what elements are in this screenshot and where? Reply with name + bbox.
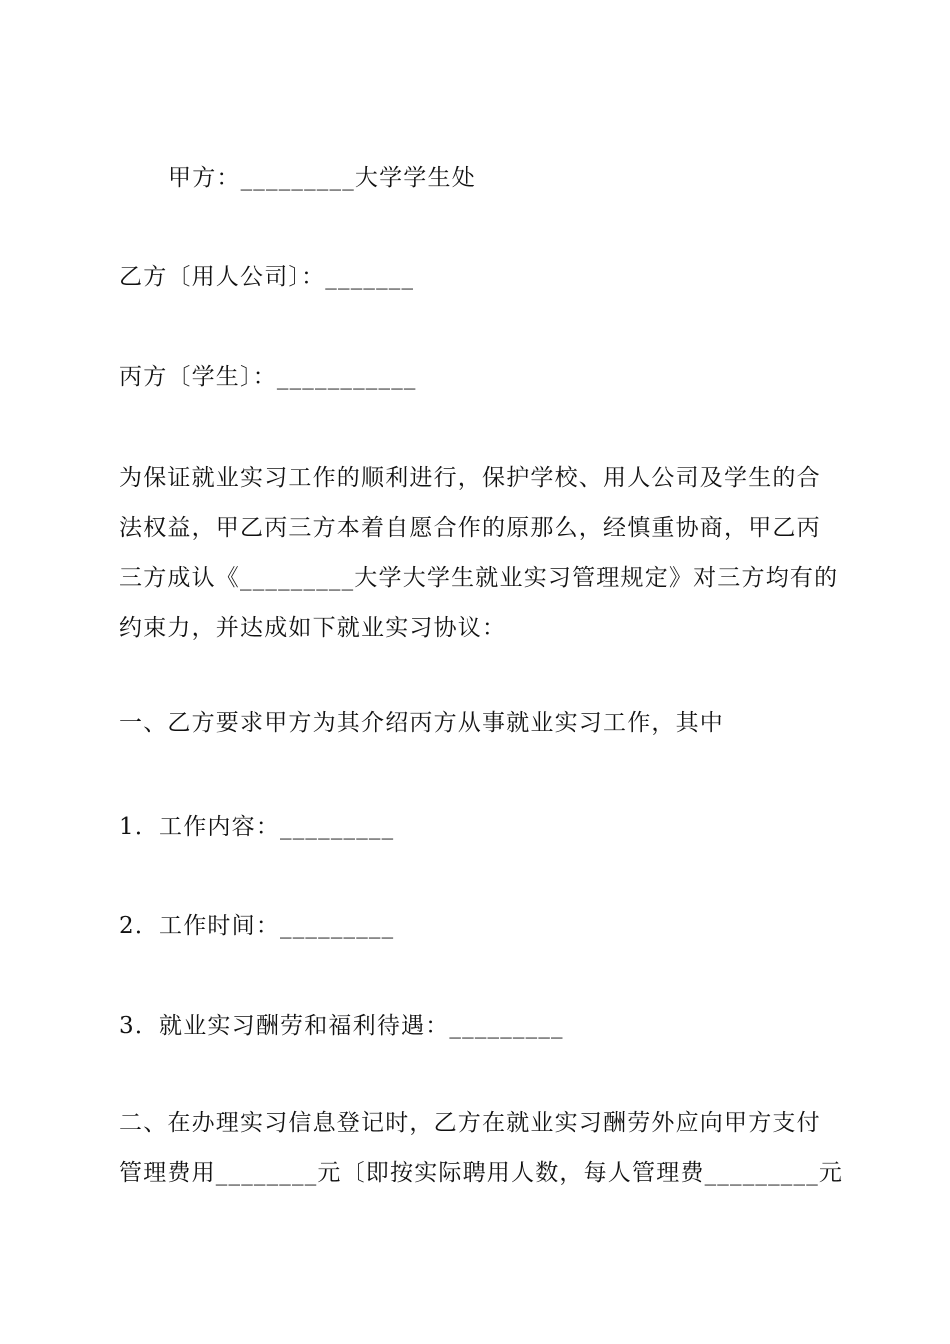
- preamble-line-3: 三方成认《_________大学大学生就业实习管理规定》对三方均有的: [119, 565, 839, 591]
- party-a-line: 甲方：_________大学学生处: [168, 165, 476, 191]
- preamble-line-4: 约束力，并达成如下就业实习协议：: [119, 615, 507, 641]
- item-pay-benefits: 3．就业实习酬劳和福利待遇：_________: [119, 1013, 564, 1039]
- preamble-line-1: 为保证就业实习工作的顺利进行，保护学校、用人公司及学生的合: [119, 465, 821, 491]
- item-work-time: 2．工作时间：_________: [119, 913, 395, 939]
- item-work-content: 1．工作内容：_________: [119, 814, 395, 840]
- party-b-line: 乙方〔用人公司〕：_______: [119, 264, 415, 290]
- clause-1-heading: 一、乙方要求甲方为其介绍丙方从事就业实习工作，其中: [119, 710, 724, 736]
- clause-2-line-1: 二、在办理实习信息登记时，乙方在就业实习酬劳外应向甲方支付: [119, 1110, 821, 1136]
- preamble-line-2: 法权益，甲乙丙三方本着自愿合作的原那么，经慎重协商，甲乙丙: [119, 515, 821, 541]
- party-c-line: 丙方〔学生〕：___________: [119, 364, 417, 390]
- clause-2-line-2: 管理费用________元〔即按实际聘用人数，每人管理费_________元: [119, 1160, 844, 1186]
